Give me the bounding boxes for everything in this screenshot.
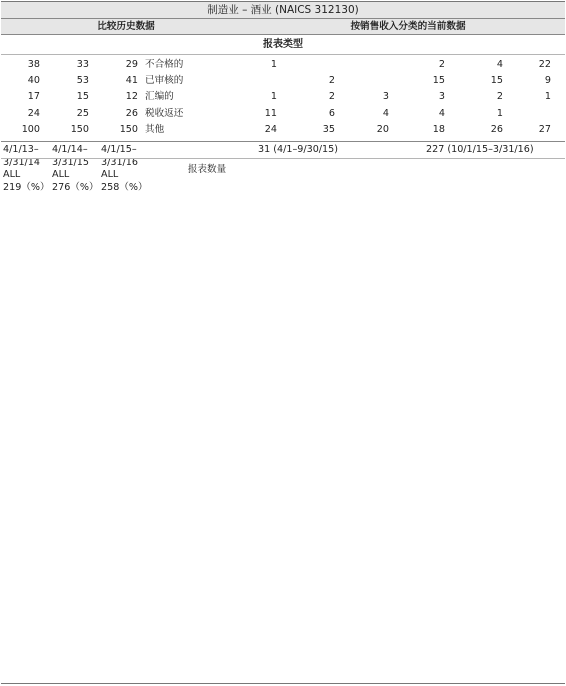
- page-title: 制造业 – 酒业 (NAICS 312130): [207, 4, 359, 16]
- period-label: 4/1/15–: [101, 144, 137, 155]
- period-label: 276（%）: [52, 181, 99, 193]
- row-label: 其他: [145, 124, 165, 135]
- hist-value: 41: [125, 75, 138, 86]
- hist-value: 17: [27, 91, 40, 102]
- current-value: 4: [382, 108, 389, 119]
- current-value: 20: [376, 124, 389, 135]
- period-label: 4/1/14–: [52, 144, 88, 155]
- period-label: ALL: [52, 169, 70, 180]
- current-value: 4: [496, 59, 503, 70]
- financial-statement-table: [1, 1, 565, 684]
- hist-value: 150: [70, 124, 89, 135]
- statement-count-label: 报表数量: [187, 164, 227, 175]
- hist-value: 53: [76, 75, 89, 86]
- current-value: 2: [438, 59, 445, 70]
- period-label: ALL: [3, 169, 21, 180]
- hist-value: 24: [27, 108, 40, 119]
- period-label: ALL: [101, 169, 119, 180]
- current-value: 9: [544, 75, 551, 86]
- current-value: 15: [490, 75, 503, 86]
- period-current-a: 31 (4/1–9/30/15): [258, 144, 338, 155]
- title-divider: [1, 18, 565, 19]
- current-value: 22: [538, 59, 551, 70]
- hist-value: 100: [21, 124, 40, 135]
- current-value: 15: [432, 75, 445, 86]
- period-label: 3/31/14: [3, 156, 40, 168]
- hist-value: 25: [76, 108, 89, 119]
- row-label: 已审核的: [145, 75, 184, 86]
- current-value: 6: [328, 108, 335, 119]
- period-label: 3/31/15: [52, 156, 89, 168]
- hist-value: 26: [125, 108, 138, 119]
- period-label: 219（%）: [3, 181, 50, 193]
- current-value: 2: [328, 75, 335, 86]
- current-value: 1: [270, 59, 277, 70]
- section-report-types: 报表类型: [263, 39, 303, 50]
- current-value: 4: [438, 108, 445, 119]
- current-value: 18: [432, 124, 445, 135]
- row-label: 汇编的: [145, 91, 174, 102]
- report-types-divider: [1, 54, 565, 55]
- header-historical: 比较历史数据: [97, 21, 155, 32]
- hist-value: 12: [125, 91, 138, 102]
- period-label: 3/31/16: [101, 156, 138, 168]
- period-label: 258（%）: [101, 181, 148, 193]
- current-value: 11: [264, 108, 277, 119]
- period-label: 4/1/13–: [3, 144, 39, 155]
- hist-value: 40: [27, 75, 40, 86]
- hist-value: 15: [76, 91, 89, 102]
- row-label: 不合格的: [145, 59, 184, 70]
- period-current-b: 227 (10/1/15–3/31/16): [426, 144, 534, 155]
- current-value: 2: [496, 91, 503, 102]
- current-value: 24: [264, 124, 277, 135]
- current-value: 27: [538, 124, 551, 135]
- hist-value: 150: [119, 124, 138, 135]
- hist-value: 38: [27, 59, 40, 70]
- header-current: 按销售收入分类的当前数据: [350, 21, 466, 32]
- period-divider-top: [1, 141, 565, 142]
- current-value: 3: [382, 91, 389, 102]
- current-value: 2: [328, 91, 335, 102]
- current-value: 3: [438, 91, 445, 102]
- hist-value: 33: [76, 59, 89, 70]
- row-label: 税收返还: [145, 108, 184, 119]
- current-value: 26: [490, 124, 503, 135]
- current-value: 35: [322, 124, 335, 135]
- current-value: 1: [496, 108, 503, 119]
- current-value: 1: [544, 91, 551, 102]
- header-divider: [1, 34, 565, 35]
- current-value: 1: [270, 91, 277, 102]
- hist-value: 29: [125, 59, 138, 70]
- period-divider-mid: [1, 158, 565, 159]
